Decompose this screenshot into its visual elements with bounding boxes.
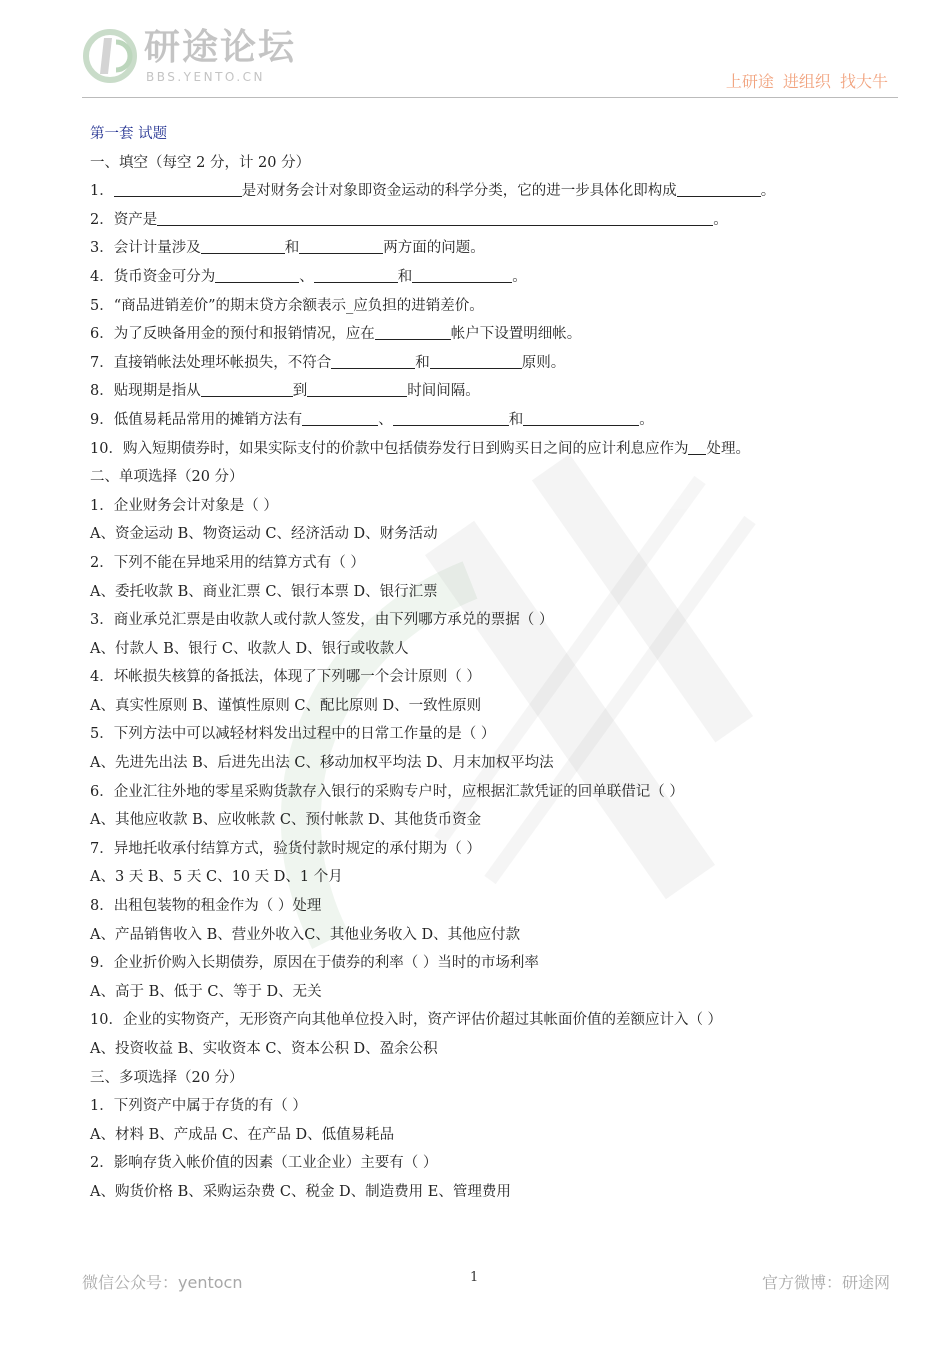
fill-blank: [688, 438, 706, 455]
fill-blank: [314, 266, 398, 283]
exam-content: [90, 120, 870, 1207]
fill-blank: [393, 409, 509, 426]
fill-q9-text: 9．低值易耗品常用的摊销方法有: [90, 411, 303, 428]
fill-q2-text: 2．资产是: [90, 211, 158, 228]
header-divider: [82, 97, 898, 98]
single-options: A、先进先出法 B、后进先出法 C、移动加权平均法 D、月末加权平均法: [90, 755, 554, 772]
paper-title: 第一套 试题: [90, 126, 168, 142]
fill-question-4: [90, 263, 870, 292]
logo-title: 研途论坛: [144, 27, 297, 68]
fill-q1-text: 是对财务会计对象即资金运动的科学分类，它的进一步具体化即构成: [241, 183, 677, 200]
fill-blank: [307, 380, 407, 397]
fill-question-1: [90, 177, 870, 206]
fill-q7-end: 原则。: [521, 354, 566, 371]
fill-question-5: 5．“商品进销差价”的期末贷方余额表示_应负担的进销差价。: [90, 297, 484, 314]
fill-blank: [677, 180, 761, 197]
fill-q1-end: 。: [760, 183, 776, 200]
fill-q4-text: 4．货币资金可分为: [90, 268, 216, 285]
fill-q7-and: 和: [415, 354, 430, 371]
fill-q10-end: 处理。: [706, 440, 750, 457]
fill-blank: [412, 266, 512, 283]
fill-q8-text: 8．贴现期是指从: [90, 383, 201, 400]
single-options: A、委托收款 B、商业汇票 C、银行本票 D、银行汇票: [90, 583, 438, 600]
multi-choice-list: [90, 1092, 870, 1206]
fill-question-2: [90, 206, 870, 235]
fill-blank: [201, 237, 285, 254]
fill-q3-and: 和: [284, 240, 300, 257]
fill-q6-text: 6．为了反映备用金的预付和报销情况，应在: [90, 326, 375, 343]
fill-blank: [375, 323, 451, 340]
multi-options: A、购货价格 B、采购运杂费 C、税金 D、制造费用 E、管理费用: [90, 1183, 511, 1200]
fill-question-6: [90, 320, 870, 349]
fill-q4-end: 。: [512, 268, 527, 285]
fill-q7-text: 7．直接销帐法处理坏帐损失，不符合: [90, 354, 332, 371]
single-options: A、其他应收款 B、应收帐款 C、预付帐款 D、其他货币资金: [90, 812, 482, 829]
multi-question: 2．影响存货入帐价值的因素（工业企业）主要有（ ）: [90, 1155, 438, 1172]
single-options: A、高于 B、低于 C、等于 D、无关: [90, 983, 322, 1000]
fill-q4-sep: 、: [299, 268, 314, 285]
single-options: A、投资收益 B、实收资本 C、资本公积 D、盈余公积: [90, 1041, 438, 1057]
page-number: 1: [470, 1270, 479, 1285]
single-question: 5．下列方法中可以减轻材料发出过程中的日常工作量的是（ ）: [90, 726, 496, 743]
fill-question-8: [90, 377, 870, 406]
single-question: 10．企业的实物资产，无形资产向其他单位投入时，资产评估价超过其帐面价值的差额应计入（ ）: [90, 1012, 723, 1029]
single-choice-list: [90, 492, 870, 1064]
fill-q10-text: 10．购入短期债券时，如果实际支付的价款中包括债券发行日到购买日之间的应计利息应作为: [90, 440, 689, 457]
fill-blank: [114, 180, 242, 197]
fill-blank: [157, 209, 713, 226]
fill-question-7: [90, 349, 870, 378]
single-question: 6．企业汇往外地的零星采购货款存入银行的采购专户时，应根据汇款凭证的回单联借记（ ）: [90, 783, 684, 800]
fill-blank: [523, 409, 639, 426]
multi-options: A、材料 B、产成品 C、在产品 D、低值易耗品: [90, 1126, 395, 1143]
single-question: 4．坏帐损失核算的备抵法，体现了下列哪一个会计原则（ ）: [90, 669, 481, 686]
fill-q9-and: 和: [508, 411, 524, 428]
fill-blank: [331, 352, 415, 369]
header-slogan: 上研途 进组织 找大牛: [725, 72, 888, 91]
single-options: A、真实性原则 B、谨慎性原则 C、配比原则 D、一致性原则: [90, 697, 482, 714]
footer-weibo: 官方微博：研途网: [761, 1273, 890, 1292]
single-question: 9．企业折价购入长期债券，原因在于债券的利率（ ）当时的市场利率: [90, 955, 539, 972]
single-question: 8．出租包装物的租金作为（ ）处理: [90, 898, 322, 915]
fill-question-9: [90, 406, 870, 435]
fill-q3-text: 3．会计计量涉及: [90, 240, 201, 257]
single-options: A、付款人 B、银行 C、收款人 D、银行或收款人: [90, 640, 409, 657]
fill-blank: [201, 380, 293, 397]
single-question: 3．商业承兑汇票是由收款人或付款人签发，由下列哪方承兑的票据（ ）: [90, 612, 554, 629]
fill-blank: [430, 352, 522, 369]
single-question: 2．下列不能在异地采用的结算方式有（ ）: [90, 554, 365, 571]
single-question: 1．企业财务会计对象是（ ）: [90, 497, 278, 514]
fill-q6-end: 帐户下设置明细帐。: [450, 326, 582, 343]
fill-q2-end: 。: [713, 211, 728, 228]
fill-q4-and: 和: [397, 268, 413, 285]
section-heading-single: 二、单项选择（20 分）: [90, 469, 244, 486]
site-logo[interactable]: [82, 26, 342, 88]
fill-question-10: [90, 435, 870, 464]
fill-q8-to: 到: [292, 383, 308, 400]
multi-question: 1．下列资产中属于存货的有（ ）: [90, 1098, 307, 1115]
fill-q1-number: 1．: [90, 183, 114, 200]
fill-blank: [215, 266, 299, 283]
fill-blank: [299, 237, 383, 254]
single-question: 7．异地托收承付结算方式，验货付款时规定的承付期为（ ）: [90, 840, 481, 857]
single-options: A、产品销售收入 B、营业外收入C、其他业务收入 D、其他应付款: [90, 926, 521, 943]
fill-q3-end: 两方面的问题。: [383, 240, 485, 257]
fill-question-3: [90, 234, 870, 263]
logo-mark-icon: [82, 28, 138, 84]
fill-q9-end: 。: [639, 411, 654, 428]
footer-wechat: 微信公众号：yentocn: [82, 1273, 243, 1292]
logo-url: BBS.YENTO.CN: [146, 70, 266, 84]
section-heading-multi: 三、多项选择（20 分）: [90, 1069, 244, 1086]
section-heading-fill: 一、填空（每空 2 分，计 20 分）: [90, 154, 311, 171]
fill-q8-end: 时间间隔。: [407, 383, 480, 400]
fill-q9-sep: 、: [378, 411, 393, 428]
fill-blank: [302, 409, 378, 426]
single-options: A、3 天 B、5 天 C、10 天 D、1 个月: [90, 869, 343, 886]
single-options: A、资金运动 B、物资运动 C、经济活动 D、财务活动: [90, 526, 438, 543]
